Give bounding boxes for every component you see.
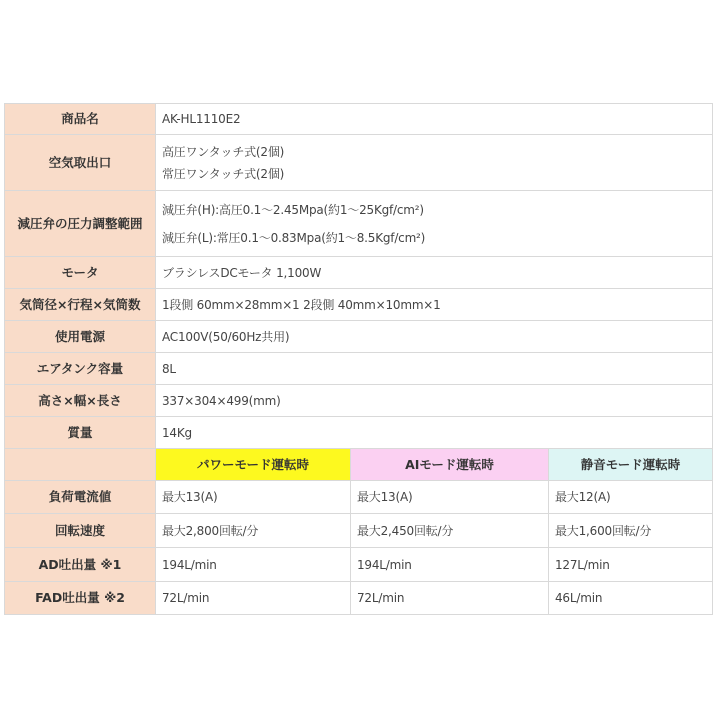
mode-header-corner <box>5 449 156 481</box>
mode-row-label: 負荷電流値 <box>5 481 156 514</box>
mode-value-ai: 72L/min <box>351 582 549 615</box>
spec-value-line: 高圧ワンタッチ式(2個) <box>162 144 285 159</box>
spec-label: 使用電源 <box>5 321 156 353</box>
spec-label: 空気取出口 <box>5 135 156 191</box>
mode-header-row <box>5 449 713 481</box>
mode-row-label: FAD吐出量 ※2 <box>5 582 156 615</box>
spec-value-line: 減圧弁(L):常圧0.1～0.83Mpa(約1～8.5Kgf/cm²) <box>162 230 426 245</box>
mode-header-ai: AIモード運転時 <box>351 449 549 481</box>
spec-value-line: 14Kg <box>162 425 192 440</box>
spec-row-power-supply <box>5 321 713 353</box>
spec-value <box>156 353 713 385</box>
mode-value-power: 最大2,800回転/分 <box>156 514 351 548</box>
spec-value <box>156 257 713 289</box>
mode-row-ad-discharge <box>5 548 713 582</box>
mode-row-label: AD吐出量 ※1 <box>5 548 156 582</box>
spec-value <box>156 135 713 191</box>
spec-label: エアタンク容量 <box>5 353 156 385</box>
spec-row-product-name <box>5 104 713 135</box>
mode-row-label: 回転速度 <box>5 514 156 548</box>
spec-row-air-outlet <box>5 135 713 191</box>
spec-value-line: 1段側 60mm×28mm×1 2段側 40mm×10mm×1 <box>162 297 441 312</box>
mode-value-quiet: 127L/min <box>549 548 713 582</box>
spec-row-dimensions <box>5 385 713 417</box>
spec-value-line: AK-HL1110E2 <box>162 112 241 126</box>
spec-value-line: 減圧弁(H):高圧0.1～2.45Mpa(約1～25Kgf/cm²) <box>162 202 424 217</box>
mode-value-quiet: 最大12(A) <box>549 481 713 514</box>
spec-value <box>156 191 713 257</box>
spec-value-line: 8L <box>162 361 176 376</box>
mode-value-ai: 最大2,450回転/分 <box>351 514 549 548</box>
mode-value-ai: 最大13(A) <box>351 481 549 514</box>
spec-value-line: 常圧ワンタッチ式(2個) <box>162 166 285 181</box>
spec-row-pressure-range <box>5 191 713 257</box>
spec-label: 気筒径×行程×気筒数 <box>5 289 156 321</box>
spec-label: 質量 <box>5 417 156 449</box>
spec-value-line: ブラシレスDCモータ 1,100W <box>162 265 322 280</box>
mode-row-load-current <box>5 481 713 514</box>
spec-value <box>156 321 713 353</box>
spec-label: 商品名 <box>5 104 156 135</box>
spec-value <box>156 104 713 135</box>
spec-label: 高さ×幅×長さ <box>5 385 156 417</box>
spec-row-tank-capacity <box>5 353 713 385</box>
mode-value-power: 194L/min <box>156 548 351 582</box>
spec-value-line: 337×304×499(mm) <box>162 393 281 408</box>
mode-header-quiet: 静音モード運転時 <box>549 449 713 481</box>
spec-value <box>156 289 713 321</box>
spec-row-cylinder <box>5 289 713 321</box>
mode-row-fad-discharge <box>5 582 713 615</box>
mode-value-power: 72L/min <box>156 582 351 615</box>
spec-row-motor <box>5 257 713 289</box>
spec-label: モータ <box>5 257 156 289</box>
spec-value <box>156 385 713 417</box>
mode-row-rotation-speed <box>5 514 713 548</box>
mode-header-power: パワーモード運転時 <box>156 449 351 481</box>
spec-value-line: AC100V(50/60Hz共用) <box>162 329 290 344</box>
spec-row-weight <box>5 417 713 449</box>
spec-table <box>4 103 713 615</box>
mode-value-ai: 194L/min <box>351 548 549 582</box>
mode-value-power: 最大13(A) <box>156 481 351 514</box>
mode-value-quiet: 最大1,600回転/分 <box>549 514 713 548</box>
mode-value-quiet: 46L/min <box>549 582 713 615</box>
spec-label: 減圧弁の圧力調整範囲 <box>5 191 156 257</box>
spec-value <box>156 417 713 449</box>
